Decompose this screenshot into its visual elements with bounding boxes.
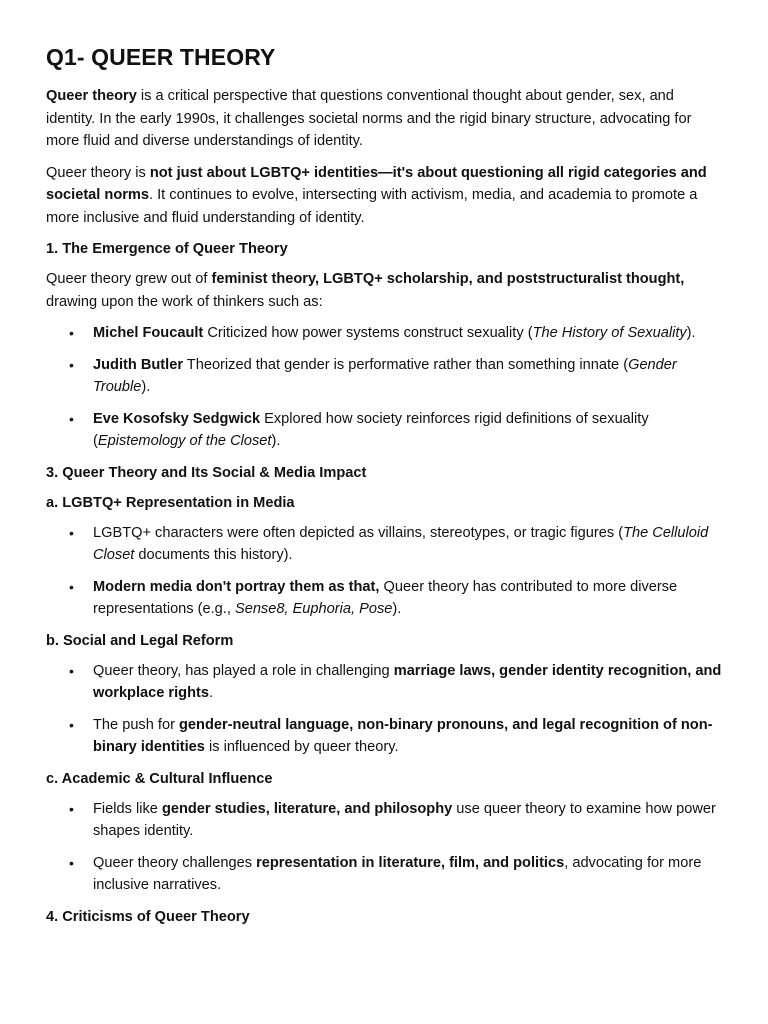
item-text: Queer theory has contributed to more diverse representations (e.g.,: [93, 578, 678, 617]
item-text: ).: [392, 601, 402, 617]
item-bold: gender studies, literature, and philosophy: [161, 800, 453, 817]
item-text: Fields like: [93, 800, 162, 817]
list-item: [93, 322, 722, 345]
thinker-work: Gender Trouble: [93, 356, 677, 395]
thinker-name: Judith Butler: [93, 356, 183, 373]
thinker-work: Epistemology of the Closet: [97, 433, 272, 449]
item-bold: Modern media don't portray them as that,: [93, 578, 380, 595]
section-heading-criticisms: 4. Criticisms of Queer Theory: [46, 908, 250, 925]
item-bold: gender-neutral language, non-binary pronouns, and legal recognition of non-binary identities: [93, 716, 713, 755]
thinker-text: Criticized how power systems construct sexuality (: [203, 325, 533, 341]
item-text: Queer theory challenges: [93, 854, 257, 871]
intro-text: . It continues to evolve, intersecting with activism, media, and academia to promote a more inclusive and fluid understanding of identity.: [46, 187, 698, 226]
thinker-text: Explored how society reinforces rigid definitions of sexuality (: [93, 410, 649, 449]
academic-list: [46, 798, 722, 897]
intro-paragraph-1: [46, 85, 722, 153]
item-text: , advocating for more inclusive narratives.: [93, 854, 702, 893]
emergence-text: drawing upon the work of thinkers such as:: [46, 293, 323, 310]
thinker-name: Eve Kosofsky Sedgwick: [93, 410, 261, 427]
thinker-text: Theorized that gender is performative rather than something innate (: [183, 356, 629, 373]
thinker-name: Michel Foucault: [93, 325, 204, 341]
list-item: [93, 522, 722, 567]
list-item: [93, 852, 722, 897]
section-heading-emergence: 1. The Emergence of Queer Theory: [46, 241, 288, 257]
item-italic: Sense8, Euphoria, Pose: [234, 601, 393, 617]
document-title: Q1- QUEER THEORY: [46, 44, 276, 70]
item-italic: The Celluloid Closet: [93, 524, 709, 563]
list-item: [93, 354, 722, 399]
subsection-heading-representation: a. LGBTQ+ Representation in Media: [46, 494, 295, 511]
list-item: [93, 576, 722, 621]
intro-paragraph-2: [46, 162, 722, 230]
intro-bold-phrase: not just about LGBTQ+ identities—it's about questioning all rigid categories and societal norms: [46, 164, 707, 203]
thinker-text-end: ).: [686, 325, 696, 341]
emergence-bold: feminist theory, LGBTQ+ scholarship, and poststructuralist thought,: [211, 271, 685, 287]
intro-text: is a critical perspective that questions conventional thought about gender, sex, and identity. In the early 1990s, it challenges societal norms and the rigid binary structure, advocating for more fluid and diverse understandings of identity.: [46, 88, 692, 149]
list-item: [93, 714, 722, 759]
item-text: use queer theory to examine how power shapes identity.: [93, 800, 716, 839]
emergence-paragraph: [46, 268, 722, 313]
item-text: LGBTQ+ characters were often depicted as villains, stereotypes, or tragic figures (: [93, 524, 624, 541]
list-item: [93, 408, 722, 453]
thinker-work: The History of Sexuality: [532, 325, 687, 341]
item-text: .: [208, 685, 214, 701]
subsection-heading-reform: b. Social and Legal Reform: [46, 632, 234, 649]
item-text: Queer theory, has played a role in challenging: [93, 662, 394, 679]
item-text: is influenced by queer theory.: [204, 739, 399, 755]
thinkers-list: [46, 322, 722, 453]
subsection-heading-academic: c. Academic & Cultural Influence: [46, 770, 273, 787]
section-heading-impact: 3. Queer Theory and Its Social & Media Impact: [46, 464, 367, 481]
list-item: [93, 660, 722, 705]
item-bold: marriage laws, gender identity recognition, and workplace rights: [93, 662, 722, 701]
thinker-text-end: ).: [271, 433, 281, 449]
thinker-text-end: ).: [141, 379, 151, 395]
intro-text: Queer theory is: [46, 164, 150, 181]
representation-list: [46, 522, 722, 621]
item-text: The push for: [93, 716, 179, 733]
item-bold: representation in literature, film, and politics: [256, 854, 565, 871]
emergence-text: Queer theory grew out of: [46, 271, 212, 287]
intro-bold-term: Queer theory: [46, 88, 137, 104]
reform-list: [46, 660, 722, 759]
list-item: [93, 798, 722, 843]
item-text: documents this history).: [134, 547, 293, 563]
